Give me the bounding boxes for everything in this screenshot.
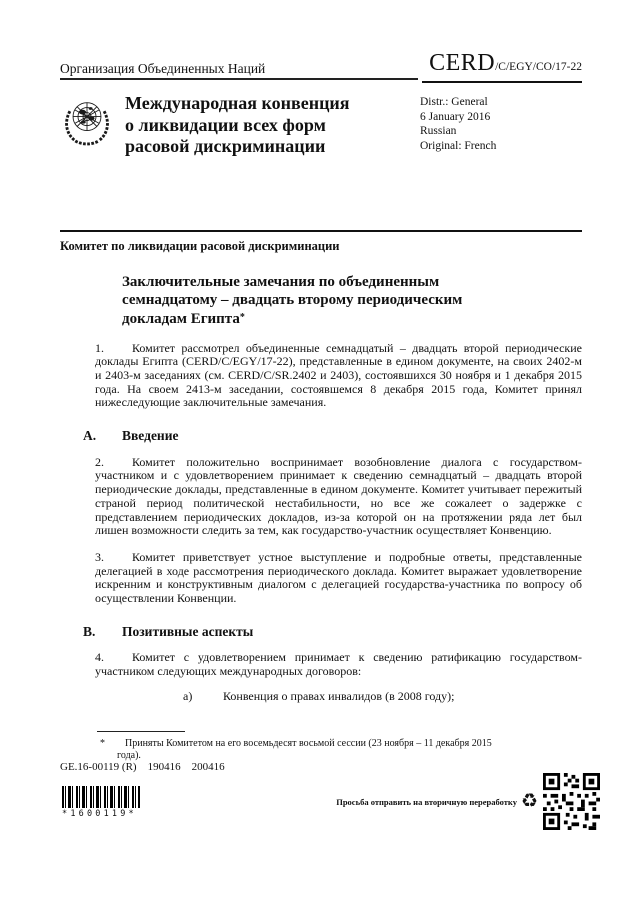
committee-heading: Комитет по ликвидации расовой дискриминации xyxy=(60,239,340,253)
paragraph-number: 3. xyxy=(95,549,104,564)
date-line: 6 January 2016 xyxy=(420,110,491,123)
separator-rule xyxy=(60,230,582,233)
ge-number: GE.16-00119 (R) 190416 200416 xyxy=(60,761,225,773)
document-body xyxy=(83,274,582,763)
footnote-separator xyxy=(97,731,185,732)
org-name: Организация Объединенных Наций xyxy=(60,61,266,76)
document-title-line: докладам Египта* xyxy=(122,311,245,327)
section-title: Введение xyxy=(122,428,179,444)
document-symbol-suffix: /C/EGY/CO/17-22 xyxy=(495,61,582,73)
masthead-title-line: о ликвидации всех форм xyxy=(125,114,326,135)
header-rule-left xyxy=(60,78,418,80)
header xyxy=(60,50,582,77)
section-heading-a xyxy=(83,429,582,443)
masthead-title xyxy=(125,93,377,158)
list-item-text: Конвенция о правах инвалидов (в 2008 году); xyxy=(223,688,455,703)
distribution-info xyxy=(420,93,582,158)
document-title-line: семнадцатому – двадцать второму периодическим xyxy=(122,291,463,308)
paragraph-number: 2. xyxy=(95,454,104,469)
masthead xyxy=(60,93,582,158)
paragraph-number: 4. xyxy=(95,650,104,665)
footnote-text: Приняты Комитетом на его восемьдесят восьмой сессии (23 ноября – 11 декабря 2015 года). xyxy=(117,737,492,762)
masthead-title-line: Международная конвенция xyxy=(125,93,350,113)
language-line: Russian xyxy=(420,125,457,137)
barcode-label: *1600119* xyxy=(62,809,137,819)
paragraph-text: Комитет приветствует устное выступление и подробные ответы, представленные делегацией в ходе рассмотрения периодического доклада. Комитет выражает удовлетворение искренним и конструктивным диалогом с делегацией государства-участника по вопросу об осуществлении Конвенции. xyxy=(95,549,582,606)
paragraph-1 xyxy=(95,342,582,411)
recycle-icon: ♻ xyxy=(520,790,538,812)
title-footnote-marker: * xyxy=(239,312,245,323)
section-letter: A. xyxy=(83,428,97,444)
document-symbol xyxy=(429,50,582,77)
document-symbol-main: CERD xyxy=(429,50,496,76)
footnote xyxy=(100,738,512,763)
list-item-a xyxy=(183,690,582,704)
barcode xyxy=(62,786,140,808)
footnote-marker: * xyxy=(100,737,105,749)
original-language-line: Original: French xyxy=(420,139,497,152)
section-title: Позитивные аспекты xyxy=(122,623,254,639)
section-heading-b xyxy=(83,625,582,639)
section-letter: B. xyxy=(83,623,96,639)
barcode-block xyxy=(62,786,142,819)
paragraph-text: Комитет с удовлетворением принимает к сведению ратификацию государством-участником следующих международных договоров: xyxy=(95,650,582,679)
header-rule-right xyxy=(422,81,582,83)
document-title-line: Заключительные замечания по объединенным xyxy=(122,274,440,290)
recycle-text: Просьба отправить на вторичную переработку xyxy=(336,796,517,807)
paragraph-3 xyxy=(95,551,582,606)
list-item-marker: а) xyxy=(183,688,193,703)
paragraph-4 xyxy=(95,651,582,678)
distr-line: Distr.: General xyxy=(420,96,488,108)
masthead-title-line: расовой дискриминации xyxy=(125,136,326,156)
un-emblem-icon xyxy=(60,93,114,151)
paragraph-text: Комитет рассмотрел объединенные семнадцатый – двадцать второй периодические доклады Египта (CERD/C/EGY/17-22), представленные в едином документе, на своих 2402-м и 2403-м заседаниях (см. CERD/C/SR.2402 и 2403), состоявшихся 30 ноября и 1 декабря 2015 года. На своем 2413-м заседании, состоявшемся 8 декабря 2015 года, Комитет принял нижеследующие заключительные замечания. xyxy=(95,340,582,410)
document-title xyxy=(122,274,582,329)
paragraph-number: 1. xyxy=(95,340,104,355)
paragraph-text: Комитет положительно воспринимает возобновление диалога с государством-участником и с удовлетворением принимает к сведению семнадцатый – двадцать второй периодические доклады, представленные в едином документе. Комитет учитывает пережитый страной период политической нестабильности, но все же сожалеет о задержке с представлением периодических докладов, из-за которой он на протяжении ряда лет был лишен возможности следить за тем, как государство-участник осуществляет Конвенцию. xyxy=(95,454,582,538)
paragraph-2 xyxy=(95,456,582,538)
qr-code xyxy=(543,773,600,830)
recycle-note xyxy=(336,773,600,830)
header-rules xyxy=(60,77,582,85)
